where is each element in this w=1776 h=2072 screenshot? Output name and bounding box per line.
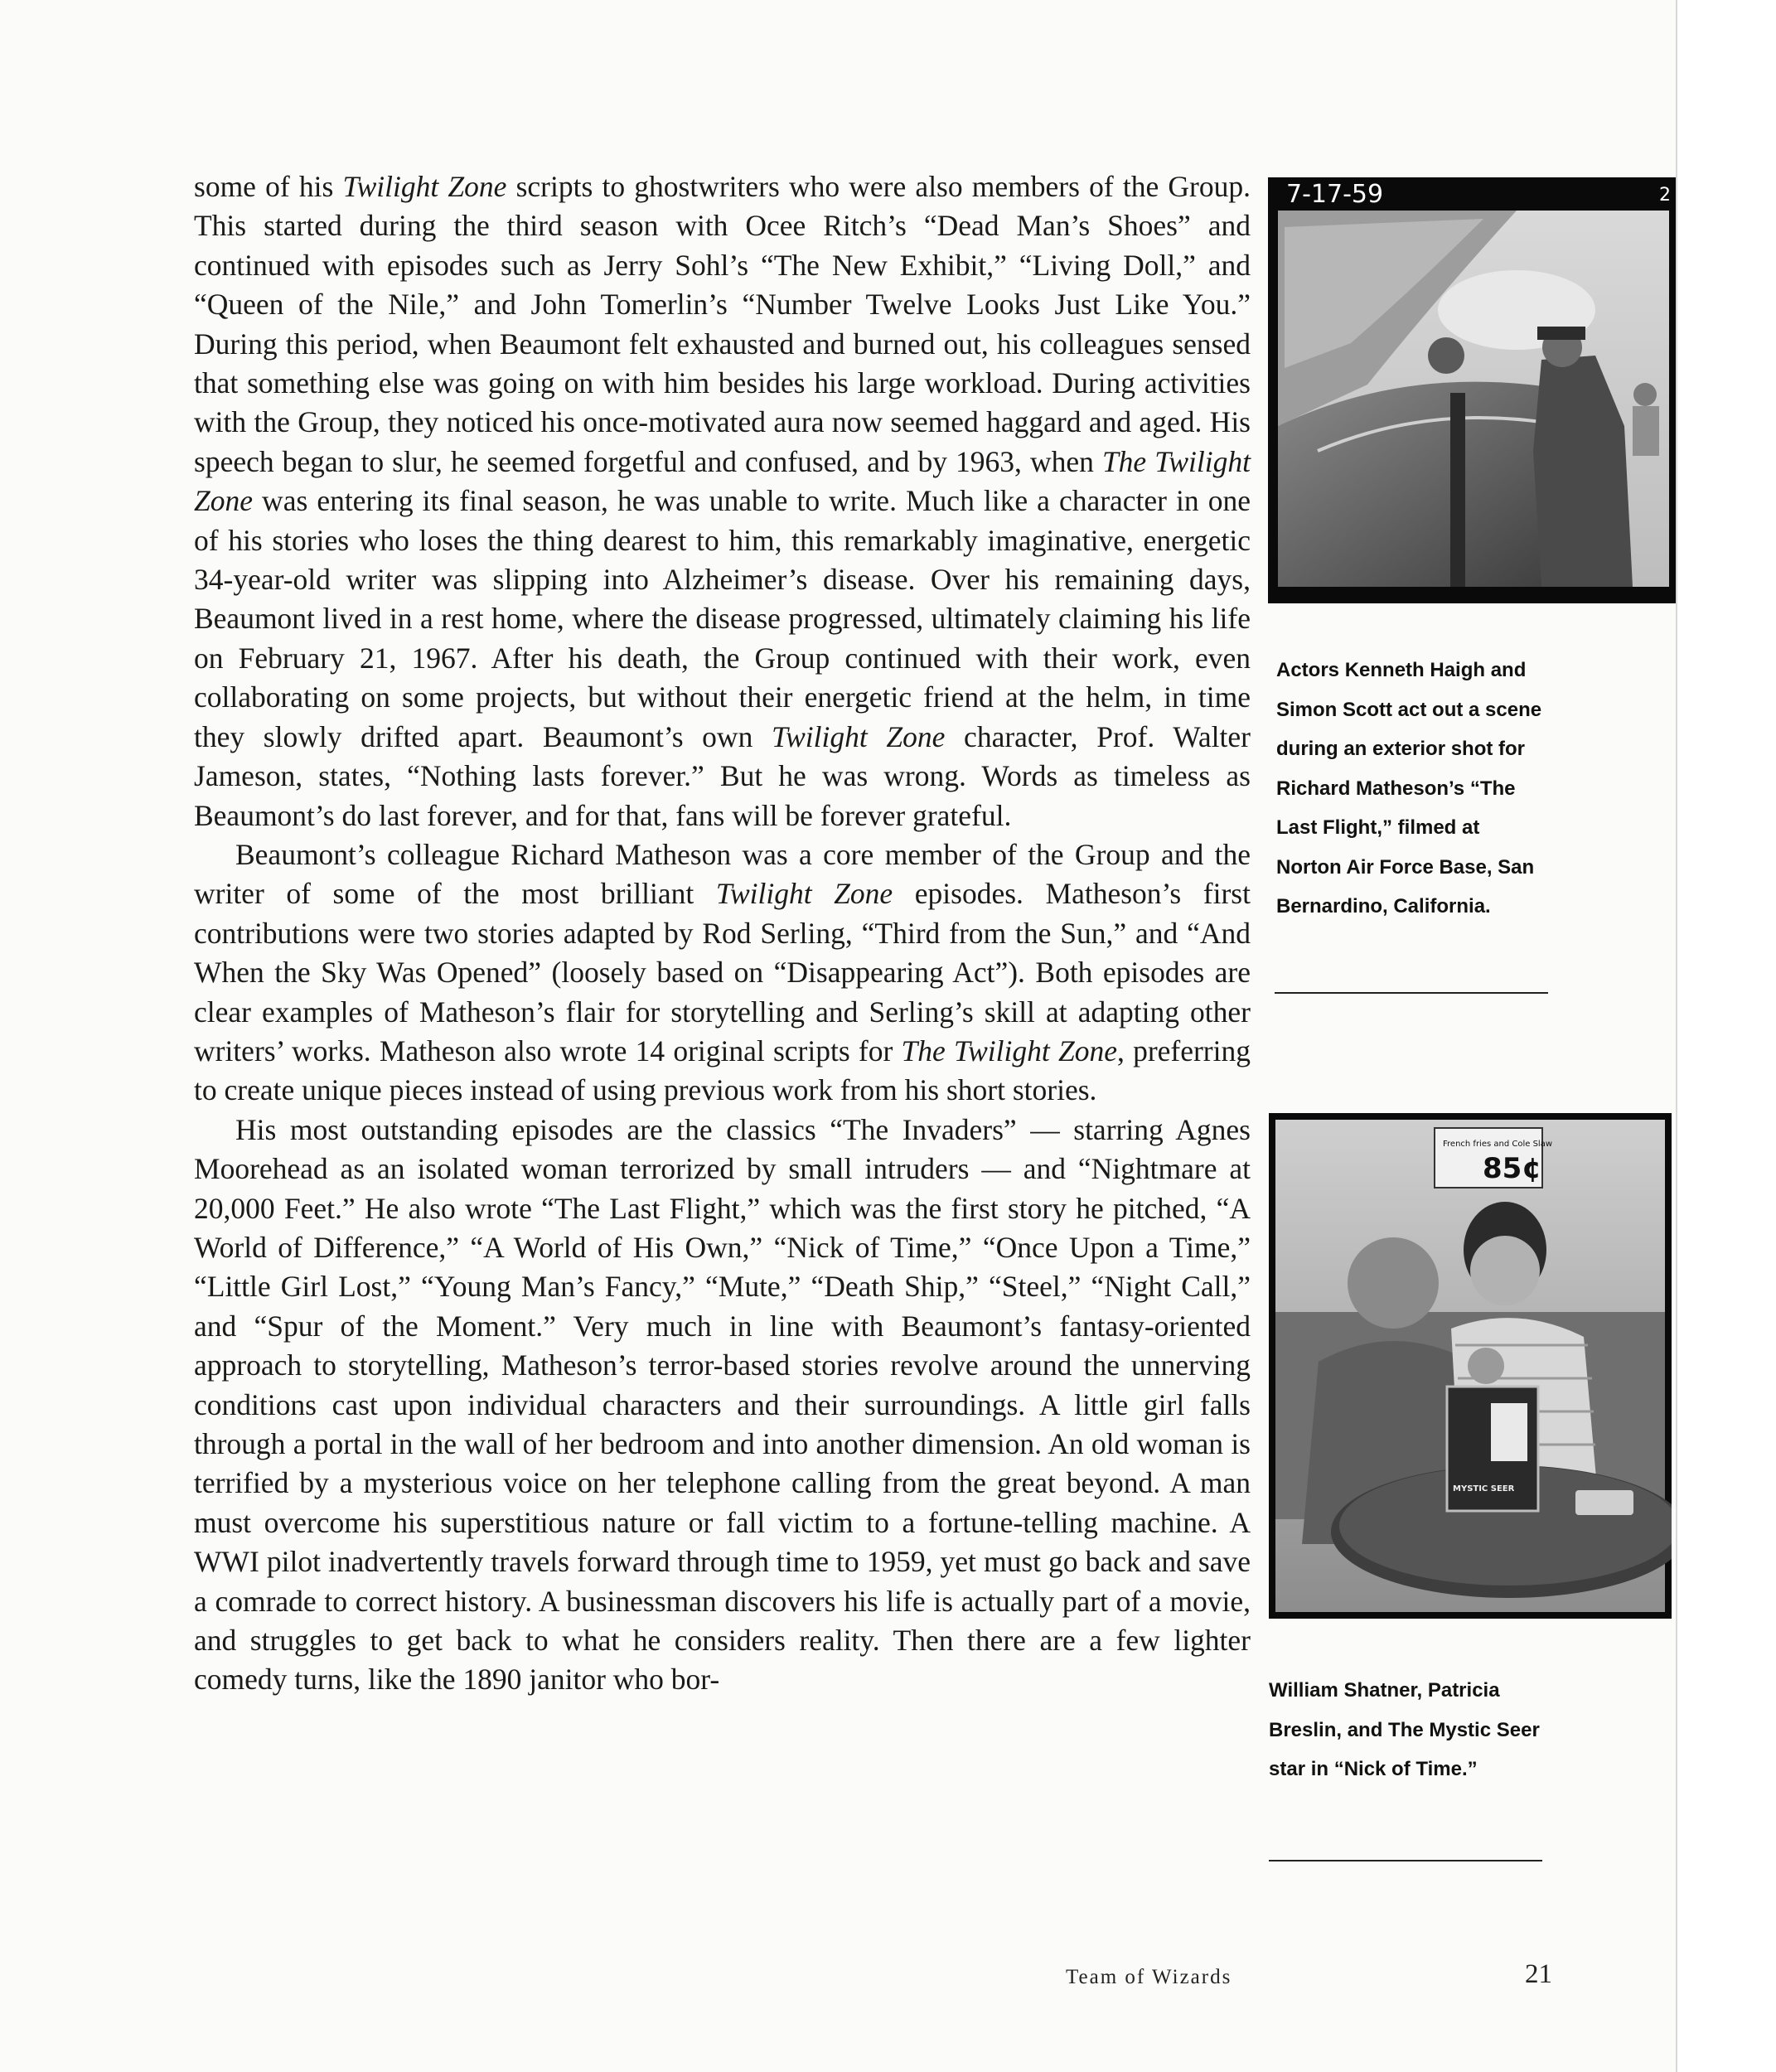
caption-photo-2: William Shatner, Patricia Breslin, and The Mystic Seer star in “Nick of Time.” <box>1269 1679 1540 1780</box>
caption-rule-2 <box>1269 1860 1542 1861</box>
body-text <box>194 167 1251 1700</box>
photo-edge-mark: 2 <box>1659 185 1671 206</box>
paragraph-1: some of his Twilight Zone scripts to ghostwriters who were also members of the Group. This started during the third season with Ocee Ritch’s “Dead Man’s Shoes” and continued with episodes such as Jerry Sohl’s “The New Exhibit,” “Living Doll,” and “Queen of the Nile,” and John Tomerlin’s “Number Twelve Looks Just Like You.” During this period, when Beaumont felt exhausted and burned out, his colleagues sensed that something else was going on with him besides his large workload. During activities with the Group, they noticed his once-motivated aura now seemed haggard and aged. His speech began to slur, he seemed forgetful and confused, and by 1963, when The Twilight Zone was entering its final season, he was unable to write. Much like a character in one of his stories who loses the thing dearest to him, this remarkably imaginative, energetic 34-year-old writer was slipping into Alzheimer’s disease. Over his remaining days, Beaumont lived in a rest home, where the disease progressed, ultimately claiming his life on February 21, 1967. After his death, the Group continued with their work, even collaborating on some projects, but without their energetic friend at the helm, in time they slowly drifted apart. Beaumont’s own Twilight Zone character, Prof. Walter Jameson, states, “Nothing lasts forever.” But he was wrong. Words as timeless as Beaumont’s do last forever, and for that, fans will be forever grateful. <box>194 170 1251 832</box>
photo-nick-of-time-image <box>1269 1113 1672 1619</box>
paragraph-2: Beaumont’s colleague Richard Matheson was a core member of the Group and the writer of some of the most brilliant Twilight Zone episodes. Matheson’s first contributions were two stories adapted by Rod Serling, “Third from the Sun,” and “And When the Sky Was Opened” (loosely based on “Disappearing Act”). Both episodes are clear examples of Matheson’s flair for storytelling and Serling’s skill at adapting other writers’ works. Matheson also wrote 14 original scripts for The Twilight Zone, preferring to create unique pieces instead of using previous work from his short stories. <box>194 837 1251 1107</box>
page-edge <box>1676 0 1776 2072</box>
caption-photo-1: Actors Kenneth Haigh and Simon Scott act out a scene during an exterior shot for Richard Matheson’s “The Last Flight,” filmed at Norton Air Force Base, San Bernardino, California. <box>1276 659 1542 917</box>
photo-last-flight-image <box>1268 177 1676 603</box>
caption-rule-1 <box>1275 992 1548 994</box>
running-footer-title: Team of Wizards <box>1066 1966 1232 1988</box>
sign-top-text: French fries and Cole Slaw <box>1443 1140 1553 1149</box>
photo-last-flight <box>1268 177 1676 603</box>
page-number: 21 <box>1525 1959 1552 1989</box>
sign-price: 85¢ <box>1483 1152 1541 1185</box>
paragraph-3: His most outstanding episodes are the classics “The Invaders” — starring Agnes Moorehead as an isolated woman terrorized by small intruders — and “Nightmare at 20,000 Feet.” He also wrote “The Last Flight,” which was the first story he pitched, “A World of Difference,” “A World of His Own,” “Nick of Time,” “Once Upon a Time,” “Little Girl Lost,” “Young Man’s Fancy,” “Mute,” “Death Ship,” “Steel,” “Night Call,” and “Spur of the Moment.” Very much in line with Beaumont’s fantasy-oriented approach to storytelling, Matheson’s terror-based stories revolve around the unnerving conditions cast upon individual characters and their surroundings. A little girl falls through a portal in the wall of her bedroom and into another dimension. An old woman is terrified by a mysterious voice on her telephone calling from the great beyond. A man must overcome his superstitious nature or fall victim to a fortune-telling machine. A WWI pilot inadvertently travels forward through time to 1959, yet must go back and save a comrade to correct history. A businessman discovers his life is actually part of a movie, and struggles to get back to what he considers reality. Then there are a few lighter comedy turns, like the 1890 janitor who bor- <box>194 1112 1251 1697</box>
machine-label: MYSTIC SEER <box>1453 1484 1515 1493</box>
photo-nick-of-time <box>1269 1113 1672 1619</box>
photo-date-mark: 7-17-59 <box>1286 180 1384 209</box>
